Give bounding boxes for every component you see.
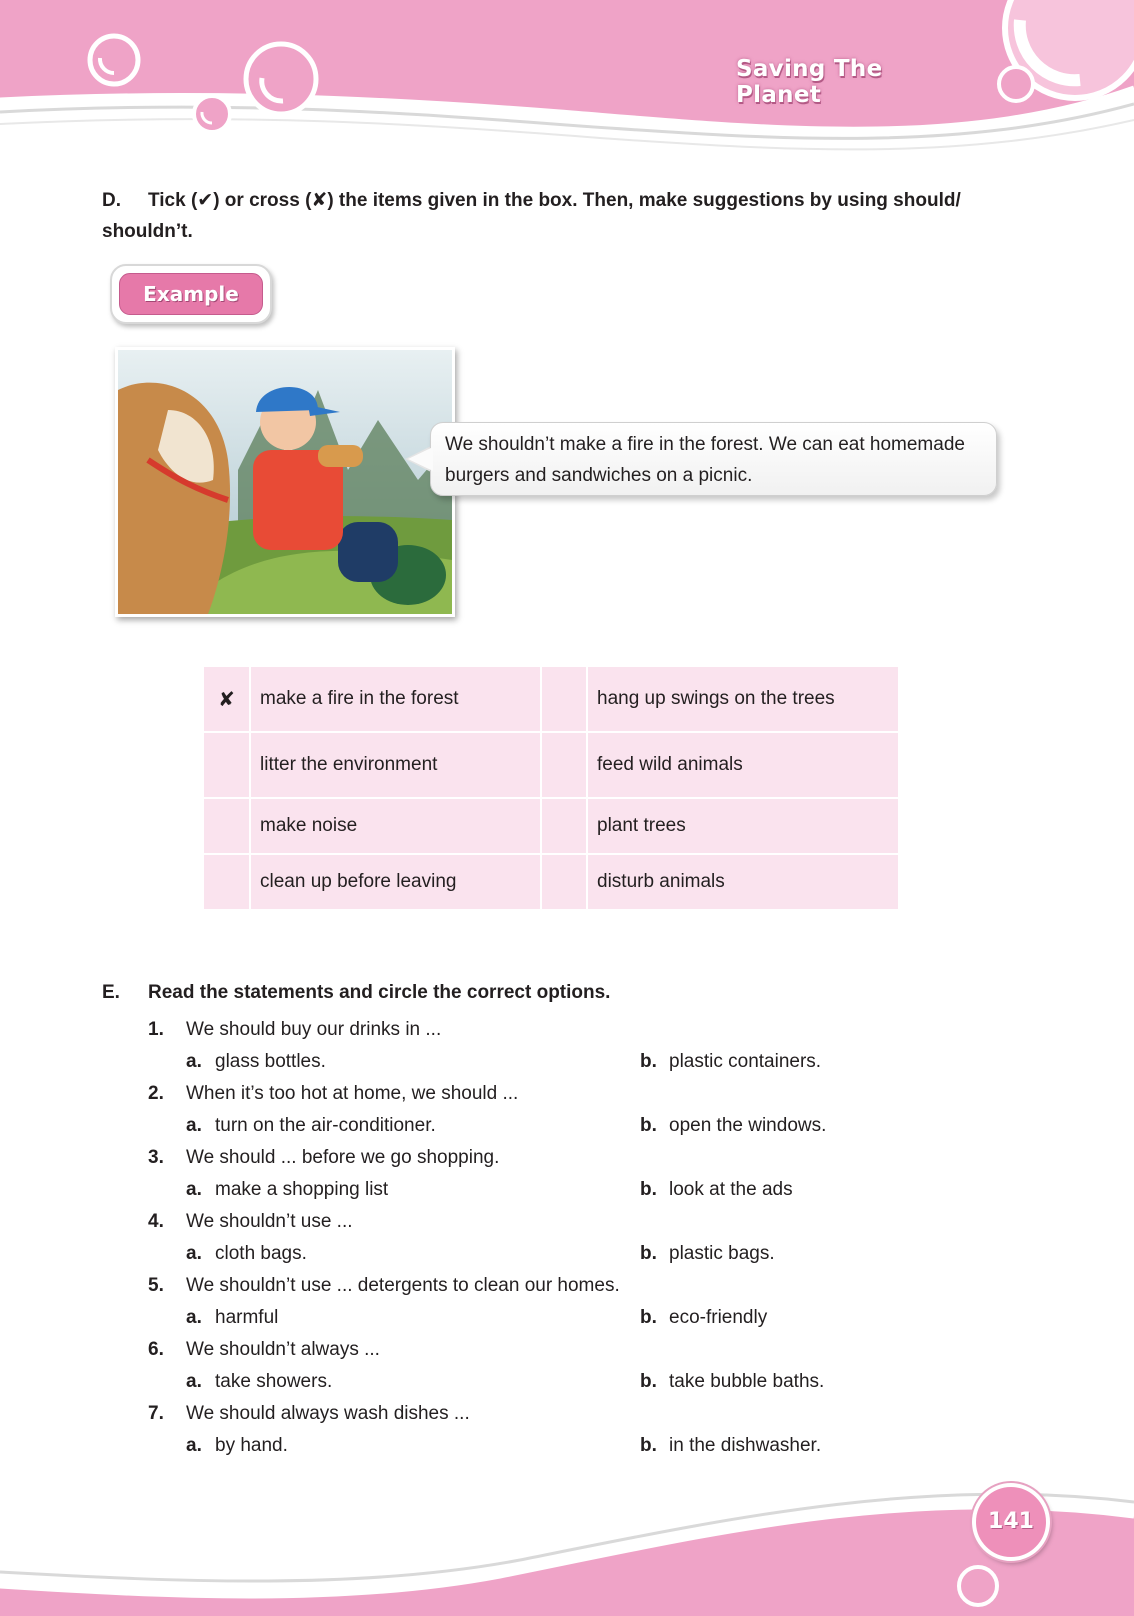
boy-with-dog-illustration (118, 350, 452, 614)
example-badge (110, 264, 272, 324)
section-letter: D. (102, 190, 121, 211)
box-mark-left[interactable] (204, 799, 251, 855)
box-item-right: feed wild animals (588, 733, 900, 799)
option-a[interactable] (186, 1302, 278, 1334)
question-number: 1. (148, 1019, 164, 1040)
option-letter: b. (640, 1051, 657, 1072)
option-text: by hand. (215, 1435, 288, 1456)
speech-bubble (430, 422, 997, 496)
option-b[interactable] (640, 1302, 767, 1334)
question-options (148, 1046, 1028, 1078)
option-b[interactable] (640, 1046, 821, 1078)
question-number: 5. (148, 1275, 164, 1296)
question-options (148, 1238, 1028, 1270)
page-number: 141 (972, 1483, 1050, 1561)
question-item (148, 1142, 1028, 1174)
option-a[interactable] (186, 1174, 388, 1206)
option-text: in the dishwasher. (669, 1435, 822, 1456)
option-letter: a. (186, 1435, 202, 1456)
option-text: harmful (215, 1307, 279, 1328)
option-letter: b. (640, 1179, 657, 1200)
box-mark-right[interactable] (542, 733, 588, 799)
box-item-right: hang up swings on the trees (588, 667, 900, 733)
option-text: take bubble baths. (669, 1371, 825, 1392)
question-item (148, 1206, 1028, 1238)
option-letter: a. (186, 1243, 202, 1264)
instruction-text: Read the statements and circle the correct options. (148, 982, 611, 1003)
question-text: When it’s too hot at home, we should ... (186, 1083, 519, 1104)
option-text: look at the ads (669, 1179, 793, 1200)
section-letter: E. (102, 982, 120, 1003)
box-mark-left[interactable] (204, 733, 251, 799)
option-letter: b. (640, 1307, 657, 1328)
option-letter: a. (186, 1307, 202, 1328)
option-letter: a. (186, 1051, 202, 1072)
question-number: 7. (148, 1403, 164, 1424)
option-text: plastic containers. (669, 1051, 822, 1072)
option-text: eco-friendly (669, 1307, 768, 1328)
question-text: We shouldn’t use ... detergents to clean our homes. (186, 1275, 620, 1296)
question-item (148, 1270, 1028, 1302)
box-mark-right[interactable] (542, 799, 588, 855)
option-letter: a. (186, 1179, 202, 1200)
footer-banner (0, 1446, 1134, 1616)
option-letter: a. (186, 1371, 202, 1392)
option-text: cloth bags. (215, 1243, 307, 1264)
question-options (148, 1302, 1028, 1334)
question-item (148, 1398, 1028, 1430)
question-item (148, 1014, 1028, 1046)
question-text: We should buy our drinks in ... (186, 1019, 442, 1040)
box-mark-left[interactable] (204, 855, 251, 911)
box-mark-left[interactable]: ✘ (204, 667, 251, 733)
question-number: 2. (148, 1083, 164, 1104)
question-text: We should ... before we go shopping. (186, 1147, 500, 1168)
question-item (148, 1078, 1028, 1110)
option-a[interactable] (186, 1110, 436, 1142)
option-letter: b. (640, 1371, 657, 1392)
question-text: We shouldn’t use ... (186, 1211, 353, 1232)
option-a[interactable] (186, 1046, 326, 1078)
question-number: 3. (148, 1147, 164, 1168)
bubble-decoration-icon (959, 1567, 997, 1605)
option-letter: b. (640, 1115, 657, 1136)
option-b[interactable] (640, 1110, 826, 1142)
option-text: open the windows. (669, 1115, 827, 1136)
question-item (148, 1334, 1028, 1366)
option-text: take showers. (215, 1371, 333, 1392)
option-letter: a. (186, 1115, 202, 1136)
question-text: We shouldn’t always ... (186, 1339, 380, 1360)
box-item-right: disturb animals (588, 855, 900, 911)
speech-text: We shouldn’t make a fire in the forest. We can eat homemade burgers and sandwiches on a picnic. (445, 434, 965, 486)
chapter-title: Saving The Planet (736, 56, 883, 108)
option-text: glass bottles. (215, 1051, 326, 1072)
box-item-left: clean up before leaving (251, 855, 542, 911)
box-item-left: make noise (251, 799, 542, 855)
option-b[interactable] (640, 1366, 824, 1398)
question-text: We should always wash dishes ... (186, 1403, 470, 1424)
items-box (204, 667, 900, 911)
option-a[interactable] (186, 1366, 332, 1398)
option-b[interactable] (640, 1174, 793, 1206)
box-item-left: litter the environment (251, 733, 542, 799)
option-a[interactable] (186, 1238, 307, 1270)
option-text: turn on the air-conditioner. (215, 1115, 436, 1136)
box-item-right: plant trees (588, 799, 900, 855)
question-number: 4. (148, 1211, 164, 1232)
box-mark-right[interactable] (542, 667, 588, 733)
section-e-instruction (102, 982, 1002, 1004)
example-photo (115, 347, 455, 617)
question-options (148, 1366, 1028, 1398)
box-item-left: make a fire in the forest (251, 667, 542, 733)
option-b[interactable] (640, 1238, 775, 1270)
instruction-text: Tick (✔) or cross (✘) the items given in the box. Then, make suggestions by using should/ shouldn’t. (102, 190, 961, 242)
question-options (148, 1110, 1028, 1142)
question-number: 6. (148, 1339, 164, 1360)
question-options (148, 1174, 1028, 1206)
option-text: plastic bags. (669, 1243, 775, 1264)
section-d-instruction (102, 185, 1022, 247)
option-letter: b. (640, 1243, 657, 1264)
box-mark-right[interactable] (542, 855, 588, 911)
option-text: make a shopping list (215, 1179, 389, 1200)
speech-bubble-tail-inner (408, 447, 433, 471)
question-list (148, 1014, 1028, 1462)
example-label: Example (119, 273, 263, 315)
option-letter: b. (640, 1435, 657, 1456)
